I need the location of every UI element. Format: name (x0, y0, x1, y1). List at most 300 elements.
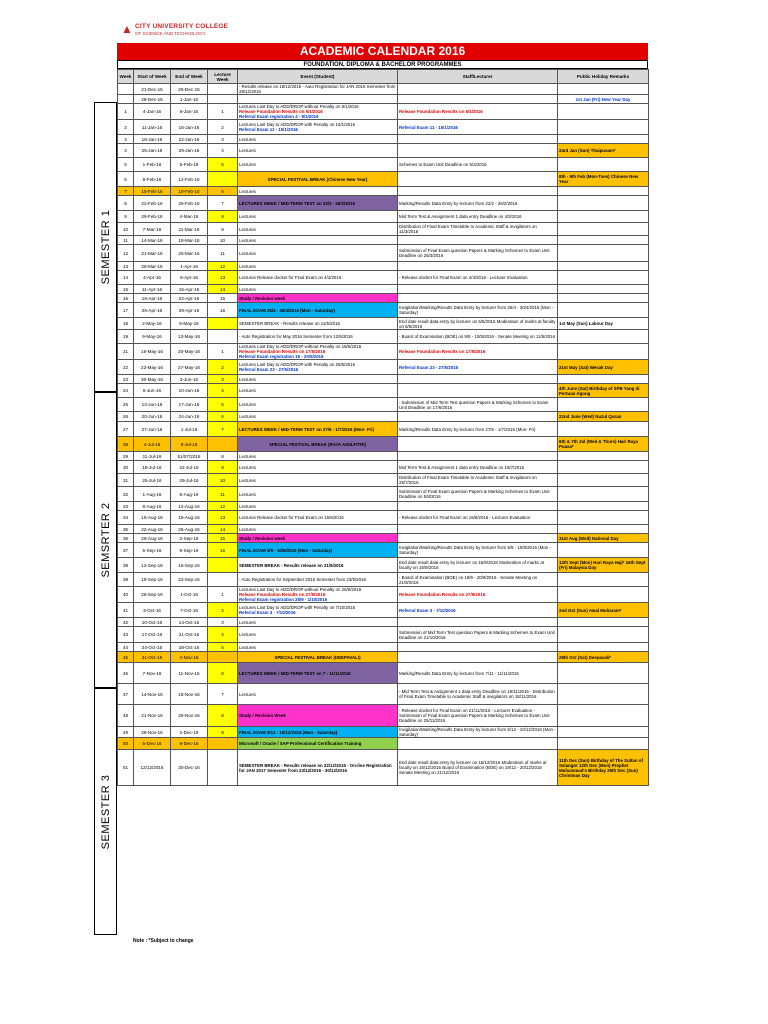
staff-cell (398, 525, 558, 534)
event-text: Lectures (239, 250, 256, 256)
holiday-cell: 24rd Jan (Sun) Thaipusam* (558, 144, 649, 158)
lecture-week-cell: 14 (208, 285, 238, 294)
start-date-cell: 28-Mar-16 (134, 262, 171, 271)
table-row (118, 398, 649, 412)
event-cell (238, 294, 398, 303)
end-date-cell: 16-Sep-16 (171, 558, 208, 573)
event-cell (238, 271, 398, 285)
event-cell (238, 487, 398, 502)
lecture-week-cell: 7 (208, 196, 238, 211)
event-cell (238, 663, 398, 684)
event-cell (238, 461, 398, 474)
holiday-cell (558, 245, 649, 262)
event-cell (238, 603, 398, 618)
event-cell (238, 120, 398, 135)
event-text: Lectures (239, 263, 256, 269)
event-cell (238, 360, 398, 375)
table-row (118, 104, 649, 120)
staff-cell (398, 412, 558, 422)
lecture-week-cell: 9 (208, 223, 238, 236)
lecture-week-cell: 11 (208, 487, 238, 502)
start-date-cell: 11-Jan-16 (134, 120, 171, 135)
lecture-week-cell (208, 84, 238, 95)
end-date-cell: 29-Jan-16 (171, 144, 208, 158)
event-text: - Results release on 18/12/2015 - Auto Registration for JAN 2016 Semester from 28/12/2015 (239, 84, 396, 94)
event-referral-text: Referral Exam 3 - 7/10/2016 (239, 610, 296, 615)
lecture-week-cell: 8 (208, 452, 238, 461)
start-date-cell: 17-Oct-16 (134, 627, 171, 643)
event-cell (238, 211, 398, 223)
start-date-cell: 22-Feb-16 (134, 196, 171, 211)
week-cell: 41 (118, 603, 134, 618)
event-text: Lectures Release docket for Final Exam on 4/4/2016 (239, 275, 342, 280)
holiday-cell (558, 223, 649, 236)
event-cell (238, 750, 398, 786)
holiday-cell (558, 158, 649, 172)
col-start: Start of Week (134, 70, 171, 84)
start-date-cell: 11-Apr-16 (134, 285, 171, 294)
holiday-cell (558, 705, 649, 727)
lecture-week-cell: 3 (208, 618, 238, 627)
lecture-week-cell: 8 (208, 211, 238, 223)
end-date-cell: 28-Oct-16 (171, 643, 208, 652)
holiday-cell (558, 303, 649, 318)
staff-cell (398, 738, 558, 750)
table-row (118, 412, 649, 422)
event-cell (238, 452, 398, 461)
week-cell: 25 (118, 398, 134, 412)
event-referral-text: Referral Exam registration 4 - 8/1/2016 (239, 114, 319, 119)
event-text: Lectures Last Day to ADD/DROP with Penalty on 7/10/2016 (239, 605, 356, 610)
event-text: Lectures Last Day to ADD/DROP without Penalty on 26/9/2016 (239, 587, 362, 592)
end-date-cell: 25-Mar-16 (171, 245, 208, 262)
start-date-cell: 21-Mar-16 (134, 245, 171, 262)
lecture-week-cell: 4 (208, 627, 238, 643)
event-text: Lectures (239, 237, 256, 243)
week-cell: 10 (118, 223, 134, 236)
start-date-cell: 4-Jul-16 (134, 437, 171, 452)
end-date-cell: 7-Oct-16 (171, 603, 208, 618)
end-date-cell: 5-Feb-16 (171, 158, 208, 172)
table-row (118, 344, 649, 360)
holiday-cell: 2nd Oct (Sun) Awal Muharam* (558, 603, 649, 618)
table-row (118, 727, 649, 738)
start-date-cell: 25-Apr-16 (134, 303, 171, 318)
event-text: Lectures (239, 619, 256, 625)
end-date-cell: 25-Dec-15 (171, 84, 208, 95)
staff-cell (398, 95, 558, 104)
lecture-week-cell: 6 (208, 663, 238, 684)
week-cell: 3 (118, 135, 134, 144)
start-date-cell: 29-Feb-16 (134, 211, 171, 223)
event-text: Lectures (239, 644, 256, 650)
staff-cell: Referral Exam 3 - 7/10/2016 (398, 603, 558, 618)
event-text: Lectures (239, 188, 256, 194)
week-cell: 18 (118, 318, 134, 330)
col-week: Week (118, 70, 134, 84)
staff-cell: Distribution of Final Exam Timetable to Academic Staff & invigilators on 11/3/2016 (398, 223, 558, 236)
col-end: End of Week (171, 70, 208, 84)
start-date-cell: 21-Nov-16 (134, 705, 171, 727)
staff-cell (398, 144, 558, 158)
end-date-cell: 2-Sep-16 (171, 534, 208, 543)
holiday-cell (558, 120, 649, 135)
start-date-cell: 1-Feb-16 (134, 158, 171, 172)
start-date-cell: 18-Apr-16 (134, 294, 171, 303)
end-date-cell: 26-Feb-16 (171, 196, 208, 211)
staff-cell (398, 236, 558, 245)
holiday-cell (558, 587, 649, 603)
staff-cell: Release Foundation Results on 17/5/2016 (398, 344, 558, 360)
staff-cell: Release Foundation Results on 5/1/2016 (398, 104, 558, 120)
event-cell (238, 135, 398, 144)
week-cell: 34 (118, 511, 134, 525)
holiday-cell (558, 330, 649, 344)
event-cell (238, 525, 398, 534)
holiday-cell (558, 502, 649, 511)
event-cell (238, 412, 398, 422)
week-cell: 32 (118, 487, 134, 502)
end-date-cell: 8-Jul-16 (171, 437, 208, 452)
start-date-cell: 11-Jul-16 (134, 452, 171, 461)
start-date-cell: 20-Jun-16 (134, 412, 171, 422)
week-cell: 28 (118, 437, 134, 452)
table-row (118, 135, 649, 144)
lecture-week-cell: 15 (208, 294, 238, 303)
staff-cell: Release Foundation Results on 27/9/2016 (398, 587, 558, 603)
lecture-week-cell: 14 (208, 525, 238, 534)
week-cell: 13 (118, 262, 134, 271)
week-cell: 26 (118, 412, 134, 422)
end-date-cell: 22-Jan-16 (171, 135, 208, 144)
start-date-cell: 13-Jun-16 (134, 398, 171, 412)
staff-cell: Invigilation/Marking/Results Data Entry by lecturer from 25/4 - 30/4/2016 (Mon - Saturday) (398, 303, 558, 318)
lecture-week-cell: 9 (208, 727, 238, 738)
holiday-cell: 6th & 7th Jul (Wed & Thurs) Hari Raya Puasa* (558, 437, 649, 452)
lecture-week-cell: 6 (208, 412, 238, 422)
event-text: Lectures Last Day to ADD/DROP with Penalty on 25/5/2016 (239, 362, 356, 367)
lecture-week-cell: 13 (208, 511, 238, 525)
holiday-cell (558, 487, 649, 502)
event-text: - Auto Registration for May 2016 Semester from 12/5/2016 (239, 334, 353, 339)
event-cell (238, 627, 398, 643)
event-text: Lectures (239, 503, 256, 509)
lecture-week-cell: 7 (208, 684, 238, 705)
holiday-cell (558, 684, 649, 705)
week-cell: 45 (118, 652, 134, 663)
table-row (118, 120, 649, 135)
lecture-week-cell: 5 (208, 643, 238, 652)
lecture-week-cell (208, 750, 238, 786)
week-cell: 19 (118, 330, 134, 344)
table-row (118, 452, 649, 461)
week-cell: 39 (118, 573, 134, 587)
end-date-cell: 21-Oct-16 (171, 627, 208, 643)
end-date-cell: 13-May-16 (171, 330, 208, 344)
table-row (118, 245, 649, 262)
event-cell (238, 398, 398, 412)
end-date-cell: 11-Nov-16 (171, 663, 208, 684)
event-text: Lectures (239, 136, 256, 142)
event-cell (238, 330, 398, 344)
table-row (118, 285, 649, 294)
event-text: SPECIAL FESTIVAL BREAK (Chinese New Year) (267, 176, 368, 182)
table-row (118, 144, 649, 158)
week-cell: 16 (118, 294, 134, 303)
table-row (118, 187, 649, 196)
table-row (118, 318, 649, 330)
table-body (118, 84, 649, 786)
staff-cell: Schemes to Exam Unit Deadline on 5/2/2016 (398, 158, 558, 172)
staff-cell: Submission of Final Exam question Papers & Marking Schemes to Exam Unit Deadline on 5/8/2016 (398, 487, 558, 502)
start-date-cell: 6-Jun-16 (134, 384, 171, 398)
end-date-cell: 20-May-16 (171, 344, 208, 360)
holiday-cell (558, 271, 649, 285)
week-cell: 31 (118, 474, 134, 487)
event-cell (238, 511, 398, 525)
logo-emblem-icon: ▲ (121, 22, 133, 36)
holiday-cell (558, 525, 649, 534)
staff-cell: Distribution of Final Exam Timetable to Academic Staff & invigilators on 25/7/2016 (398, 474, 558, 487)
lecture-week-cell (208, 738, 238, 750)
holiday-cell: 11th Dec (Sun) Birthday of The Sultan of Selangor 12th Dec (Mon) Prophet Muhammad's Birthday 25th Dec (Sun) Christmas Day (558, 750, 649, 786)
lecture-week-cell: 13 (208, 271, 238, 285)
event-cell (238, 643, 398, 652)
event-text: Lectures (239, 148, 256, 153)
lecture-week-cell: 12 (208, 262, 238, 271)
start-date-cell: 7-Mar-16 (134, 223, 171, 236)
table-row (118, 627, 649, 643)
staff-cell: - Release docket for Final Exam on 4/4/2016 - Lecturer Evaluation (398, 271, 558, 285)
event-text: Lectures (239, 691, 256, 697)
holiday-cell (558, 398, 649, 412)
holiday-cell (558, 461, 649, 474)
staff-cell (398, 618, 558, 627)
staff-cell (398, 172, 558, 187)
holiday-cell (558, 573, 649, 587)
holiday-cell (558, 187, 649, 196)
staff-cell: Invigilation/Marking/Results Data Entry by lecturer from 5/9 - 10/9/2016 (Mon - Saturday) (398, 543, 558, 558)
start-date-cell: 2-May-16 (134, 318, 171, 330)
event-cell (238, 158, 398, 172)
event-text: Lectures (239, 464, 256, 470)
holiday-cell: 12th Sept (Mon) Hari Raya Haji* 16th Sept (Fri) Malaysia Day (558, 558, 649, 573)
event-cell (238, 705, 398, 727)
start-date-cell: 4-Apr-16 (134, 271, 171, 285)
staff-cell (398, 534, 558, 543)
table-row (118, 461, 649, 474)
table-row (118, 474, 649, 487)
semester-2-label-box (94, 392, 117, 688)
table-row (118, 652, 649, 663)
staff-cell: Marking/Results Data Entry by lecturer from 27/6 - 1/7/2016 (Mon- Fri) (398, 422, 558, 437)
start-date-cell: 28-Nov-16 (134, 727, 171, 738)
event-text: SEMESTER BREAK - Results release on 22/12/2016 - On-line Registration for JAN 2017 Semester from 23/12/2016 - 30/12/2016 (239, 762, 392, 773)
end-date-cell: 23-Sep-16 (171, 573, 208, 587)
table-row (118, 587, 649, 603)
staff-cell (398, 643, 558, 652)
event-text: Lectures (239, 162, 256, 167)
event-text: LECTURES WEEK / MID-TERM TEST on 22/2 - 26/2/2016 (239, 200, 355, 206)
start-date-cell: 29-Aug-16 (134, 534, 171, 543)
staff-cell: End date result data entry by lecturer on 5/5/2016 Moderation of marks at faculty on 6/5/2016 (398, 318, 558, 330)
lecture-week-cell (208, 172, 238, 187)
lecture-week-cell: 1 (208, 104, 238, 120)
event-cell (238, 587, 398, 603)
week-cell: 30 (118, 461, 134, 474)
table-row (118, 437, 649, 452)
staff-cell (398, 84, 558, 95)
event-cell (238, 422, 398, 437)
semester-1-label: SEMESTER 1 (99, 209, 112, 285)
staff-cell: Referral Exam 23 - 27/5/2016 (398, 360, 558, 375)
event-cell (238, 172, 398, 187)
end-date-cell: 11-Mar-16 (171, 223, 208, 236)
event-text: SPECIAL FESTIVAL BREAK (DEEPAVALI) (274, 654, 361, 660)
event-cell (238, 558, 398, 573)
staff-cell: - Mid Term Test & Assignment 1 data entry Deadline on 18/11/2016 - Distribution of Final Exam Timetable to Academic Staff & invigilators on 18/11/2016 (398, 684, 558, 705)
event-referral-text: Referral Exam 23 - 27/5/2016 (239, 367, 299, 372)
table-row (118, 422, 649, 437)
staff-cell: Marking/Results Data Entry by lecturer from 22/2 - 26/2/2016 (398, 196, 558, 211)
end-date-cell: 1-Apr-16 (171, 262, 208, 271)
week-cell: 21 (118, 344, 134, 360)
end-date-cell: 29-Apr-16 (171, 303, 208, 318)
week-cell: 29 (118, 452, 134, 461)
start-date-cell: 24-Oct-16 (134, 643, 171, 652)
end-date-cell: 30-Dec-16 (171, 750, 208, 786)
holiday-cell: 31st Aug (Wed) National Day (558, 534, 649, 543)
holiday-cell: 22nd June (Wed) Nuzul Quran (558, 412, 649, 422)
staff-cell: Submission of Mid Term Test question Papers & Marking Schemes to Exam Unit Deadline on 21/10/2016 (398, 627, 558, 643)
lecture-week-cell: 7 (208, 422, 238, 437)
event-text: SPECIAL FESTIVAL BREAK (RAYA AIDILFITRI) (269, 441, 366, 447)
start-date-cell: 1-Aug-16 (134, 487, 171, 502)
lecture-week-cell: 6 (208, 187, 238, 196)
week-cell: 44 (118, 643, 134, 652)
week-cell: 36 (118, 534, 134, 543)
event-referral-text: Referral Exam registration 26/9 - 1/10/2016 (239, 597, 328, 602)
end-date-cell: 51/07/2016 (171, 452, 208, 461)
week-cell: 49 (118, 727, 134, 738)
event-text: Lectures (239, 477, 256, 483)
holiday-cell (558, 196, 649, 211)
lecture-week-cell: 3 (208, 135, 238, 144)
event-cell (238, 245, 398, 262)
end-date-cell: 4-Mar-16 (171, 211, 208, 223)
holiday-cell (558, 422, 649, 437)
event-text: LECTURES WEEK / MID-TERM TEST on 27/6 - 1/7/2016 (Mon- Fri) (239, 426, 374, 432)
start-date-cell: 25-Jan-16 (134, 144, 171, 158)
event-cell (238, 727, 398, 738)
event-cell (238, 502, 398, 511)
event-cell (238, 84, 398, 95)
table-row (118, 525, 649, 534)
semester-3-label: SEMESTER 3 (99, 774, 112, 849)
event-cell (238, 187, 398, 196)
holiday-cell: 4th June (Sat) Birthday of SPB Yang di Pertuan Agong (558, 384, 649, 398)
lecture-week-cell (208, 573, 238, 587)
week-cell: 11 (118, 236, 134, 245)
end-date-cell: 15-Apr-16 (171, 285, 208, 294)
table-row (118, 84, 649, 95)
semester-1-label-box (94, 102, 117, 392)
staff-cell: - Release docket for Final Exam on 21/11/2016 - Lecturer Evaluation - Submission of Final Exam question Papers & Marking Schemes to Exam Unit Deadline on 25/11/2016 (398, 705, 558, 727)
event-cell (238, 262, 398, 271)
end-date-cell: 26-Aug-16 (171, 525, 208, 534)
event-text: Study / Revision week (239, 295, 286, 301)
start-date-cell: 16-May-16 (134, 344, 171, 360)
start-date-cell: 3-Oct-16 (134, 603, 171, 618)
end-date-cell: 22-Apr-16 (171, 294, 208, 303)
event-cell (238, 223, 398, 236)
holiday-cell (558, 727, 649, 738)
staff-cell (398, 384, 558, 398)
week-cell: 47 (118, 684, 134, 705)
holiday-cell (558, 344, 649, 360)
semester-3-label-box (94, 688, 117, 935)
event-cell (238, 534, 398, 543)
table-row (118, 750, 649, 786)
week-cell: 5 (118, 158, 134, 172)
holiday-cell (558, 104, 649, 120)
event-cell (238, 196, 398, 211)
event-cell (238, 543, 398, 558)
event-release-text: Release Foundation Results on 5/1/2016 (239, 109, 323, 114)
event-text: Lectures (239, 286, 256, 292)
week-cell: 51 (118, 750, 134, 786)
staff-cell: Mid Term Test & Assignment 1 data entry Deadline on 18/7/2016 (398, 461, 558, 474)
holiday-cell: 21st May (Sat) Wesak Day (558, 360, 649, 375)
week-cell: 17 (118, 303, 134, 318)
table-row (118, 573, 649, 587)
event-cell (238, 303, 398, 318)
table-row (118, 330, 649, 344)
end-date-cell: 6-May-16 (171, 318, 208, 330)
start-date-cell: 8-Aug-16 (134, 502, 171, 511)
event-text: FINAL EXAM 5/12 - 10/12/2016 (Mon - Saturday) (239, 729, 338, 735)
semester-2-label: SEMSRTER 2 (99, 502, 112, 578)
staff-cell: - Submission of Mid Term Test question Papers & Marking Schemes to Exam Unit Deadline on 17/6/2016 (398, 398, 558, 412)
start-date-cell: 12/12/2016 (134, 750, 171, 786)
week-cell: 6 (118, 172, 134, 187)
staff-cell: - Board of Examination (BOE) on 19/9 - 20/9/2016 - Senate Meeting on 21/9/2016 (398, 573, 558, 587)
week-cell: 2 (118, 120, 134, 135)
week-cell: 37 (118, 543, 134, 558)
week-cell: 4 (118, 144, 134, 158)
end-date-cell: 1-Jan-16 (171, 95, 208, 104)
event-cell (238, 684, 398, 705)
staff-cell (398, 285, 558, 294)
staff-cell (398, 187, 558, 196)
lecture-week-cell: 16 (208, 543, 238, 558)
start-date-cell: 8-Feb-16 (134, 172, 171, 187)
holiday-cell: 29th Oct (Sat) Deepavali* (558, 652, 649, 663)
event-text: Microsoft / Oracle / SAP Professional Certification Training (239, 741, 362, 746)
lecture-week-cell: 10 (208, 236, 238, 245)
event-text: Lectures Last Day to ADD/DROP with Penalty on 15/1/2016 (239, 122, 356, 127)
event-cell (238, 375, 398, 384)
table-row (118, 271, 649, 285)
event-referral-text: Referral Exam 11 - 15/1/2016 (239, 127, 298, 132)
holiday-cell (558, 211, 649, 223)
staff-cell (398, 652, 558, 663)
holiday-cell (558, 618, 649, 627)
staff-cell: - Release docket for Final Exam on 15/8/2016 - Lecturer Evaluation (398, 511, 558, 525)
lecture-week-cell: 1 (208, 587, 238, 603)
lecture-week-cell: 4 (208, 384, 238, 398)
staff-cell (398, 294, 558, 303)
